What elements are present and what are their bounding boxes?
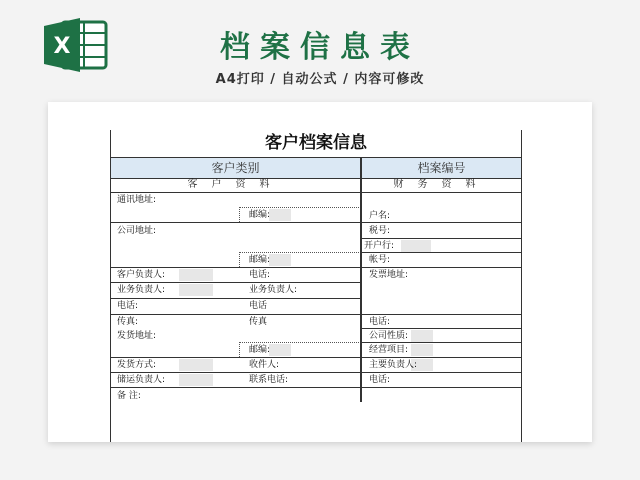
row-rule [111, 372, 360, 373]
row-rule [239, 342, 359, 343]
label-business-manager: 业务负责人: [117, 285, 166, 295]
row-rule [111, 222, 360, 223]
input-shade [179, 359, 213, 371]
sheet-title: 客户档案信息 [265, 133, 367, 153]
label-phone: 电话: [117, 301, 139, 311]
label-company-address: 公司地址: [117, 226, 157, 236]
row-rule [239, 252, 359, 253]
left-section-label: 客户资料 [111, 178, 360, 193]
label-receiver: 收件人: [249, 360, 280, 370]
right-header-cell: 档案编号 [362, 157, 521, 179]
label-customer-manager: 客户负责人: [117, 270, 166, 280]
row-rule [362, 267, 521, 268]
input-shade [179, 269, 213, 281]
label-fax-2: 传真 [249, 317, 268, 327]
svg-text:X: X [53, 34, 71, 59]
label-remarks: 备 注: [117, 391, 141, 401]
cell-rule [239, 207, 240, 222]
row-rule [362, 252, 521, 253]
label-business-manager-2: 业务负责人: [249, 285, 298, 295]
label-postcode: 邮编: [249, 255, 271, 265]
input-shade [411, 344, 433, 356]
column-divider [360, 157, 362, 402]
postcode-input-shade [269, 209, 291, 221]
label-contact-phone: 联系电话: [249, 375, 289, 385]
label-ship-address: 发货地址: [117, 331, 157, 341]
row-rule [362, 222, 521, 223]
label-ship-method: 发货方式: [117, 360, 157, 370]
label-postcode: 邮编: [249, 210, 271, 220]
row-rule [111, 267, 360, 268]
label-account-name: 户名: [369, 211, 391, 221]
label-tax-no: 税号: [369, 226, 391, 236]
label-main-manager: 主要负责人: [369, 360, 418, 370]
label-phone: 电话: [249, 270, 271, 280]
label-company-nature: 公司性质: [369, 331, 409, 341]
input-shade [179, 284, 213, 296]
row-rule [111, 314, 360, 315]
left-header-cell: 客户类别 [111, 157, 360, 179]
row-rule [111, 282, 360, 283]
label-storage-manager: 储运负责人: [117, 375, 166, 385]
row-rule [362, 314, 521, 315]
row-rule [111, 387, 521, 388]
label-fax: 传真: [117, 317, 139, 327]
input-shade [411, 330, 433, 342]
input-shade [179, 374, 213, 386]
row-rule [362, 328, 521, 329]
label-mailing-address: 通讯地址: [117, 195, 157, 205]
label-bank: 开户行: [364, 241, 395, 251]
label-phone-2: 电话 [249, 301, 268, 311]
input-shade [401, 240, 431, 252]
cell-rule [239, 252, 240, 267]
sheet-preview-card [48, 102, 592, 442]
label-invoice-address: 发票地址: [369, 270, 409, 280]
row-rule [239, 207, 359, 208]
label-phone: 电话: [369, 317, 391, 327]
row-rule [362, 342, 521, 343]
row-rule [362, 372, 521, 373]
postcode-input-shade [269, 344, 291, 356]
row-rule [362, 357, 521, 358]
row-rule [111, 298, 360, 299]
label-postcode: 邮编: [249, 345, 271, 355]
label-business-items: 经营项目: [369, 345, 409, 355]
page-subtitle: A4打印 / 自动公式 / 内容可修改 [215, 72, 425, 87]
row-rule [111, 357, 360, 358]
label-phone-2: 电话: [369, 375, 391, 385]
label-account-no: 帐号: [369, 255, 391, 265]
page-title: 档案信息表 [220, 30, 420, 65]
cell-rule [239, 342, 240, 357]
row-rule [362, 238, 521, 239]
postcode-input-shade [269, 254, 291, 266]
form-sheet [110, 130, 522, 442]
right-section-label: 财务资料 [362, 178, 521, 193]
